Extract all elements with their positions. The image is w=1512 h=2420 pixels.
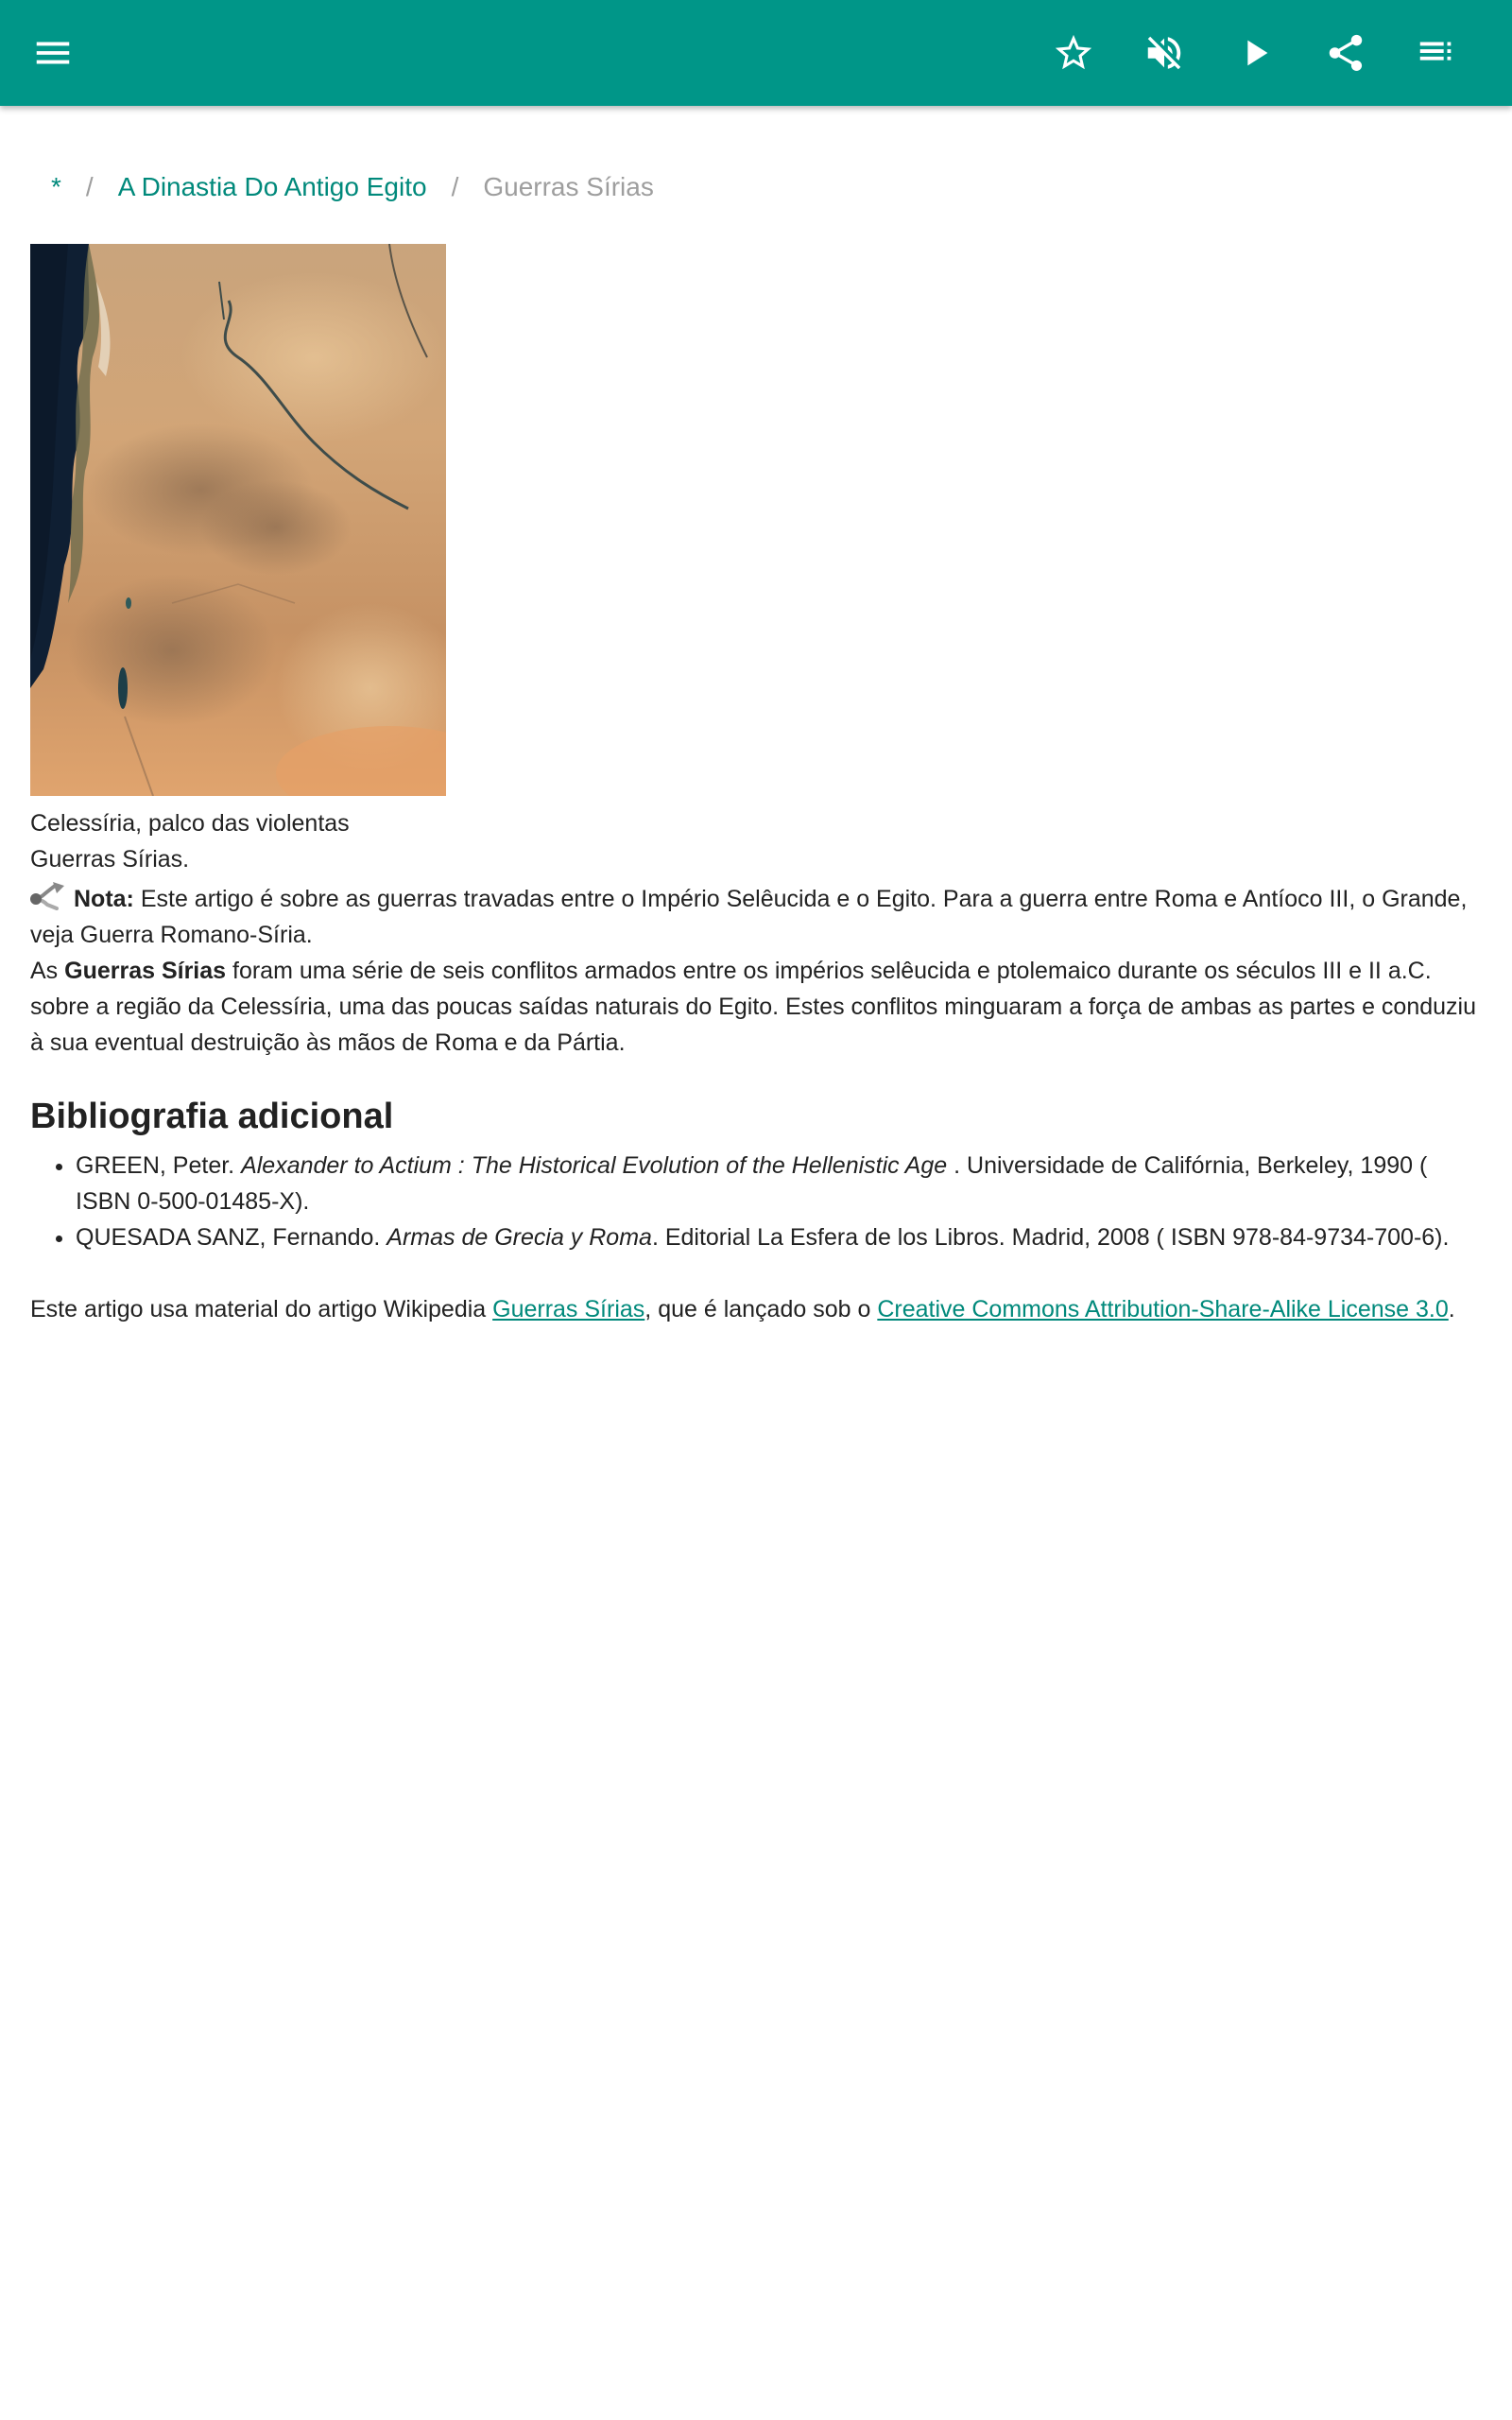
figure-caption-line: Guerras Sírias. [30,846,190,873]
intro-paragraph [30,953,1486,1061]
menu-button[interactable] [21,21,85,85]
intro-text: foram uma série de seis conflitos armados entre os impérios selêucida e ptolemaico durante os séculos III e II a.C. sobre a região da Celessíria, uma das poucas saídas naturais do Egito. Estes conflitos minguaram a força de ambas as partes e conduziu à sua eventual destruição às mãos de Roma e da Pártia. [30,958,1477,1056]
star-outline-icon [1052,31,1095,75]
attribution-paragraph [30,1291,1486,1327]
playlist-button[interactable] [1404,21,1469,85]
share-icon [1324,31,1367,75]
attribution-suffix: . [1448,1296,1455,1322]
bibliography-title: Armas de Grecia y Roma [387,1224,652,1251]
bibliography-item [76,1219,1486,1255]
breadcrumb-separator: / [451,172,459,201]
figure-caption [30,805,446,877]
note-paragraph [30,881,1486,953]
bibliography-details: . Editorial La Esfera de los Libros. Madrid, 2008 ( ISBN 978-84-9734-700-6). [651,1224,1450,1251]
attribution-middle: , que é lançado sob o [644,1296,878,1322]
bibliography-heading: Bibliografia adicional [30,1097,394,1136]
bibliography-details: . Universidade de Califórnia, Berkeley, 1990 ( ISBN 0-500-01485-X). [76,1152,1428,1215]
license-link[interactable]: Creative Commons Attribution-Share-Alike License 3.0 [877,1296,1449,1322]
bibliography-title: Alexander to Actium : The Historical Evolution of the Hellenistic Age [241,1152,948,1179]
play-button[interactable] [1223,21,1287,85]
playlist-icon [1415,31,1458,75]
article-figure [30,244,446,877]
intro-bold-term: Guerras Sírias [64,958,227,984]
mute-button[interactable] [1132,21,1196,85]
note-label: Nota: [74,886,134,912]
bibliography-author: GREEN, Peter. [76,1152,242,1179]
menu-icon [31,31,75,75]
share-button[interactable] [1314,21,1378,85]
disambiguation-icon [30,882,68,910]
bibliography-item [76,1148,1486,1219]
favorite-button[interactable] [1041,21,1106,85]
play-icon [1233,31,1277,75]
satellite-map-image[interactable] [30,244,446,796]
breadcrumb-parent-link[interactable]: A Dinastia Do Antigo Egito [117,172,427,201]
breadcrumb-home-link[interactable]: * [51,172,61,201]
breadcrumb-current: Guerras Sírias [483,172,654,201]
breadcrumb-separator: / [85,172,94,201]
breadcrumb [30,168,654,206]
note-text: Este artigo é sobre as guerras travadas entre o Império Selêucida e o Egito. Para a guerra entre Roma e Antíoco III, o Grande, veja Guerra Romano-Síria. [30,886,1468,948]
bibliography-author: QUESADA SANZ, Fernando. [76,1224,387,1251]
intro-prefix: As [30,958,65,984]
article-body [30,881,1486,1327]
bibliography-list [30,1148,1486,1255]
app-bar [0,0,1512,106]
volume-off-icon [1143,31,1186,75]
figure-caption-line: Celessíria, palco das violentas [30,810,350,837]
wikipedia-article-link[interactable]: Guerras Sírias [492,1296,645,1322]
attribution-prefix: Este artigo usa material do artigo Wikipedia [30,1296,493,1322]
